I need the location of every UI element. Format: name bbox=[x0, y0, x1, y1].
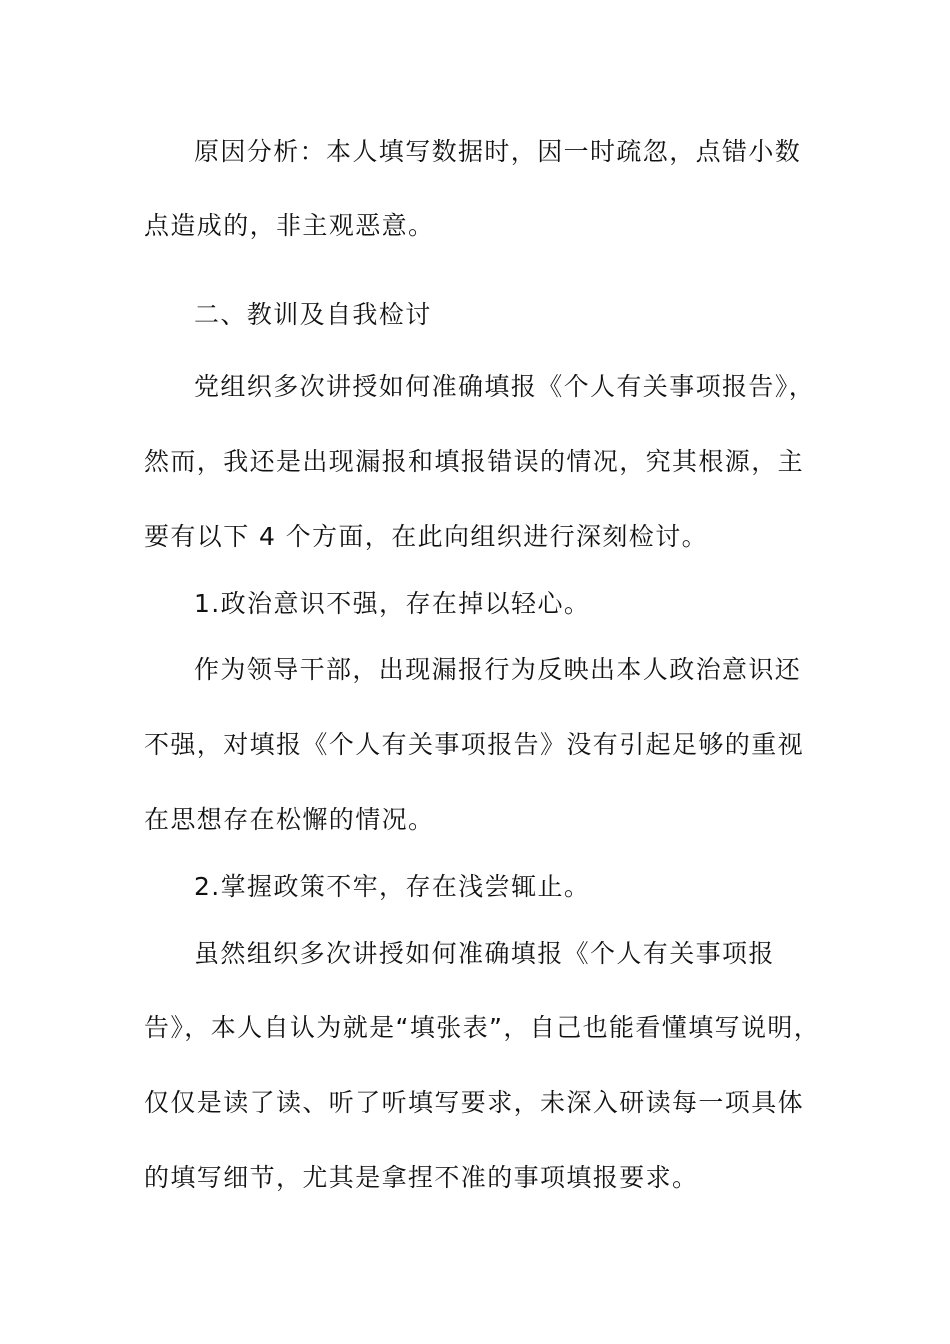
section-heading: 二、教训及自我检讨 bbox=[194, 300, 432, 329]
paragraph-line: 的填写细节，尤其是拿捏不准的事项填报要求。 bbox=[144, 1163, 699, 1192]
paragraph-line: 告》，本人自认为就是“填张表”，自己也能看懂填写说明， bbox=[144, 1013, 821, 1042]
paragraph-line: 虽然组织多次讲授如何准确填报《个人有关事项报 bbox=[194, 939, 775, 968]
paragraph-line: 要有以下 4 个方面，在此向组织进行深刻检讨。 bbox=[144, 522, 709, 551]
paragraph-line: 然而，我还是出现漏报和填报错误的情况，究其根源，主 bbox=[144, 447, 805, 476]
subheading: 2.掌握政策不牢，存在浅尝辄止。 bbox=[194, 872, 591, 901]
paragraph-line: 原因分析：本人填写数据时，因一时疏忽，点错小数 bbox=[194, 137, 802, 166]
paragraph-line: 作为领导干部，出现漏报行为反映出本人政治意识还 bbox=[194, 655, 802, 684]
paragraph-line: 点造成的，非主观恶意。 bbox=[144, 211, 435, 240]
paragraph-line: 党组织多次讲授如何准确填报《个人有关事项报告》， bbox=[194, 372, 816, 401]
subheading: 1.政治意识不强，存在掉以轻心。 bbox=[194, 589, 591, 618]
paragraph-line: 仅仅是读了读、听了听填写要求，未深入研读每一项具体 bbox=[144, 1088, 805, 1117]
paragraph-line: 在思想存在松懈的情况。 bbox=[144, 805, 435, 834]
paragraph-line: 不强，对填报《个人有关事项报告》没有引起足够的重视 bbox=[144, 730, 805, 759]
